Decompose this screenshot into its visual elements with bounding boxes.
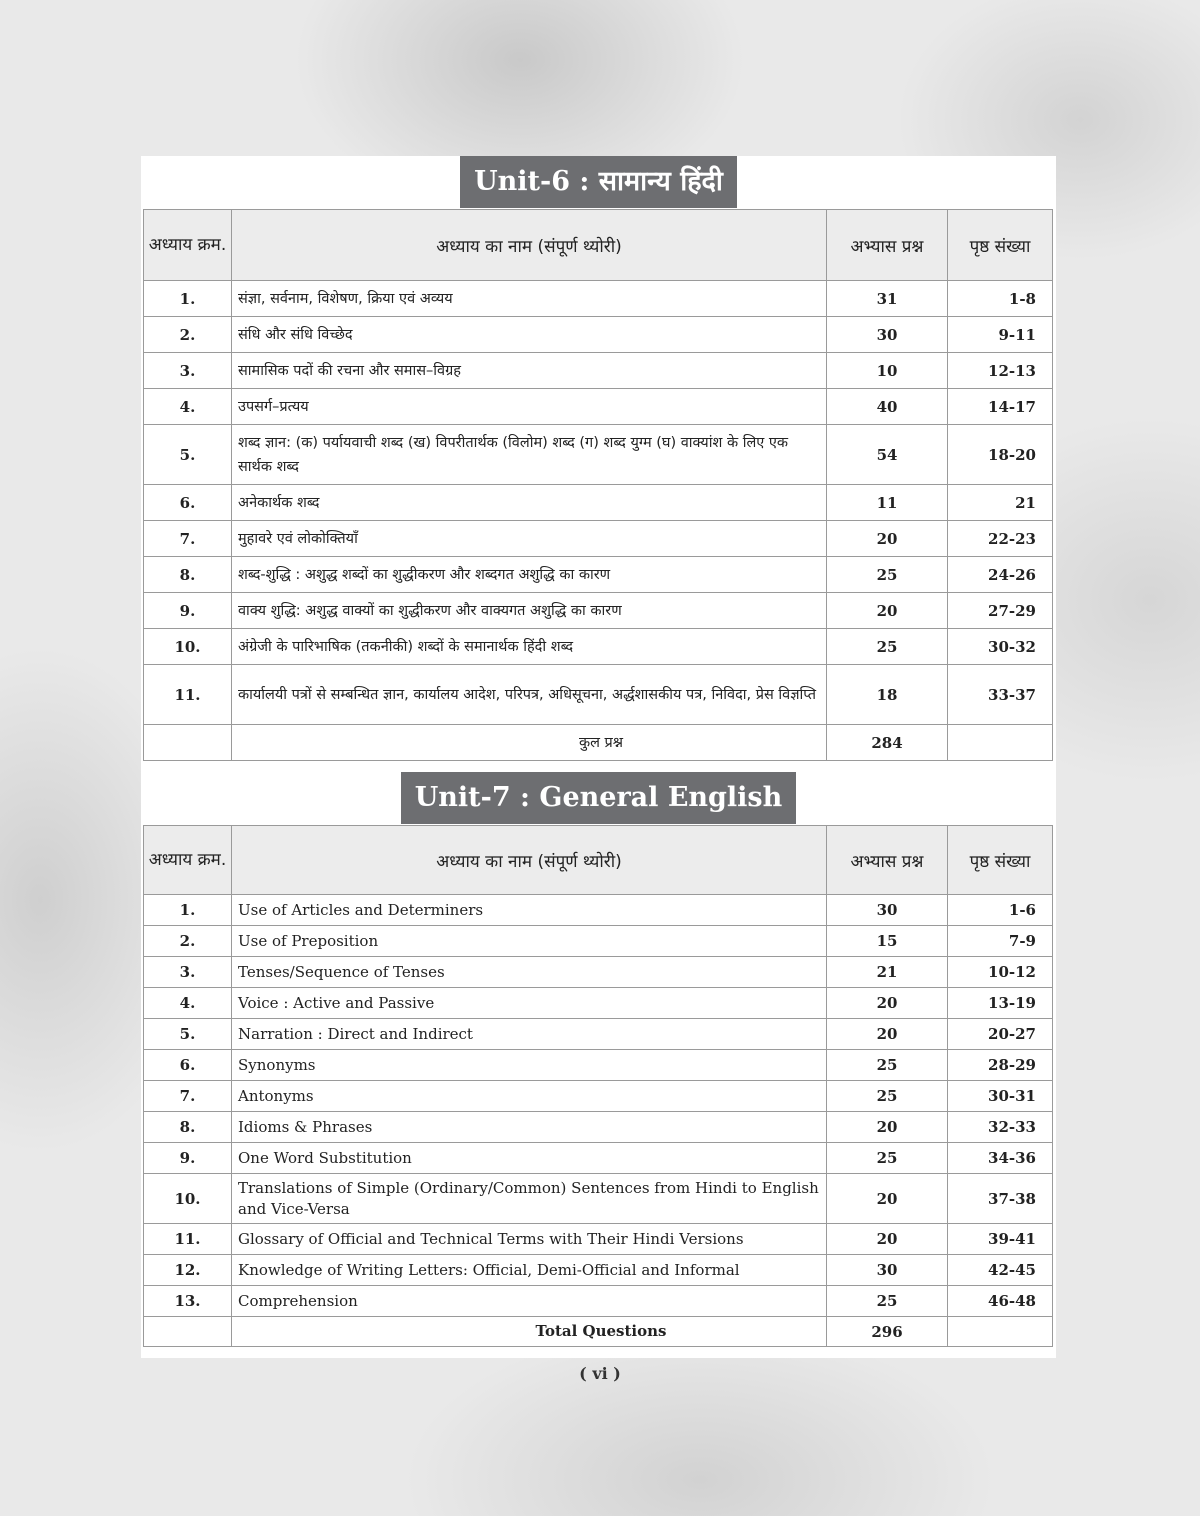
page-range: 9-11 <box>948 317 1053 353</box>
chapter-number: 5. <box>144 1019 232 1050</box>
question-count: 40 <box>827 389 948 425</box>
table-row <box>144 926 1053 957</box>
table-row <box>144 1255 1053 1286</box>
chapter-number: 10. <box>144 1174 232 1224</box>
table-row <box>144 1050 1053 1081</box>
chapter-number: 2. <box>144 317 232 353</box>
chapter-name: संज्ञा, सर्वनाम, विशेषण, क्रिया एवं अव्यय <box>232 281 827 317</box>
chapter-number: 8. <box>144 557 232 593</box>
page-range: 21 <box>948 485 1053 521</box>
question-count: 54 <box>827 425 948 485</box>
table-row <box>144 957 1053 988</box>
table-row <box>144 1019 1053 1050</box>
col-header-count: अभ्यास प्रश्न <box>827 210 948 281</box>
chapter-number: 11. <box>144 1224 232 1255</box>
page-range: 14-17 <box>948 389 1053 425</box>
table-row <box>144 895 1053 926</box>
table-row <box>144 281 1053 317</box>
chapter-name: मुहावरे एवं लोकोक्तियाँ <box>232 521 827 557</box>
chapter-number: 4. <box>144 988 232 1019</box>
unit7-header <box>141 772 1056 824</box>
chapter-number: 9. <box>144 593 232 629</box>
chapter-number: 11. <box>144 665 232 725</box>
page-sheet <box>141 156 1056 1358</box>
chapter-number: 7. <box>144 521 232 557</box>
unit7-header-row <box>144 826 1053 895</box>
chapter-name: Tenses/Sequence of Tenses <box>232 957 827 988</box>
table-row <box>144 353 1053 389</box>
unit6-table <box>143 209 1053 761</box>
table-row <box>144 425 1053 485</box>
chapter-number: 2. <box>144 926 232 957</box>
unit6-header <box>141 156 1056 208</box>
question-count: 25 <box>827 1143 948 1174</box>
total-label: Total Questions <box>232 1317 827 1347</box>
page-range: 22-23 <box>948 521 1053 557</box>
total-empty-cell <box>948 1317 1053 1347</box>
question-count: 31 <box>827 281 948 317</box>
chapter-number: 3. <box>144 957 232 988</box>
question-count: 20 <box>827 593 948 629</box>
question-count: 21 <box>827 957 948 988</box>
col-header-no: अध्याय क्रम. <box>144 210 232 281</box>
page-range: 28-29 <box>948 1050 1053 1081</box>
table-row <box>144 485 1053 521</box>
table-row <box>144 1081 1053 1112</box>
col-header-pages: पृष्ठ संख्या <box>948 210 1053 281</box>
chapter-number: 10. <box>144 629 232 665</box>
chapter-number: 12. <box>144 1255 232 1286</box>
unit6-header-row <box>144 210 1053 281</box>
col-header-no: अध्याय क्रम. <box>144 826 232 895</box>
chapter-name: Use of Preposition <box>232 926 827 957</box>
chapter-number: 8. <box>144 1112 232 1143</box>
total-empty-cell <box>144 1317 232 1347</box>
chapter-name: Antonyms <box>232 1081 827 1112</box>
page-range: 7-9 <box>948 926 1053 957</box>
table-row <box>144 521 1053 557</box>
chapter-number: 1. <box>144 895 232 926</box>
table-row <box>144 317 1053 353</box>
question-count: 25 <box>827 1081 948 1112</box>
chapter-number: 1. <box>144 281 232 317</box>
chapter-name: Glossary of Official and Technical Terms with Their Hindi Versions <box>232 1224 827 1255</box>
page-range: 34-36 <box>948 1143 1053 1174</box>
page-range: 30-32 <box>948 629 1053 665</box>
chapter-name: शब्द-शुद्धि : अशुद्ध शब्दों का शुद्धीकरण और शब्दगत अशुद्धि का कारण <box>232 557 827 593</box>
unit7-title: Unit-7 : General English <box>401 772 797 824</box>
chapter-number: 13. <box>144 1286 232 1317</box>
chapter-name: Synonyms <box>232 1050 827 1081</box>
chapter-name: Voice : Active and Passive <box>232 988 827 1019</box>
chapter-name: वाक्य शुद्धि: अशुद्ध वाक्यों का शुद्धीकरण और वाक्यगत अशुद्धि का कारण <box>232 593 827 629</box>
question-count: 18 <box>827 665 948 725</box>
page-range: 20-27 <box>948 1019 1053 1050</box>
chapter-number: 4. <box>144 389 232 425</box>
col-header-name: अध्याय का नाम (संपूर्ण थ्योरी) <box>232 210 827 281</box>
table-row <box>144 557 1053 593</box>
col-header-name: अध्याय का नाम (संपूर्ण थ्योरी) <box>232 826 827 895</box>
page-range: 37-38 <box>948 1174 1053 1224</box>
chapter-number: 5. <box>144 425 232 485</box>
page-range: 1-8 <box>948 281 1053 317</box>
unit6-total-row <box>144 725 1053 761</box>
page-range: 24-26 <box>948 557 1053 593</box>
table-row <box>144 1143 1053 1174</box>
total-count: 284 <box>827 725 948 761</box>
page-range: 32-33 <box>948 1112 1053 1143</box>
question-count: 20 <box>827 988 948 1019</box>
col-header-pages: पृष्ठ संख्या <box>948 826 1053 895</box>
page-range: 42-45 <box>948 1255 1053 1286</box>
chapter-number: 9. <box>144 1143 232 1174</box>
chapter-name: शब्द ज्ञान: (क) पर्यायवाची शब्द (ख) विपरीतार्थक (विलोम) शब्द (ग) शब्द युग्म (घ) वाक्यांश के लिए एक सार्थक शब्द <box>232 425 827 485</box>
page-range: 27-29 <box>948 593 1053 629</box>
chapter-name: संधि और संधि विच्छेद <box>232 317 827 353</box>
table-row <box>144 593 1053 629</box>
question-count: 20 <box>827 521 948 557</box>
page-range: 13-19 <box>948 988 1053 1019</box>
page-range: 33-37 <box>948 665 1053 725</box>
page-range: 46-48 <box>948 1286 1053 1317</box>
table-row <box>144 1112 1053 1143</box>
question-count: 20 <box>827 1174 948 1224</box>
question-count: 25 <box>827 1286 948 1317</box>
question-count: 30 <box>827 317 948 353</box>
table-row <box>144 988 1053 1019</box>
page-range: 10-12 <box>948 957 1053 988</box>
total-label: कुल प्रश्न <box>232 725 827 761</box>
page-number: ( vi ) <box>579 1364 621 1383</box>
chapter-name: Use of Articles and Determiners <box>232 895 827 926</box>
unit7-table <box>143 825 1053 1347</box>
chapter-name: Translations of Simple (Ordinary/Common) Sentences from Hindi to English and Vice-Versa <box>232 1174 827 1224</box>
page-range: 12-13 <box>948 353 1053 389</box>
table-row <box>144 389 1053 425</box>
chapter-number: 3. <box>144 353 232 389</box>
chapter-number: 6. <box>144 1050 232 1081</box>
chapter-name: Narration : Direct and Indirect <box>232 1019 827 1050</box>
total-count: 296 <box>827 1317 948 1347</box>
question-count: 15 <box>827 926 948 957</box>
question-count: 25 <box>827 557 948 593</box>
chapter-name: कार्यालयी पत्रों से सम्बन्धित ज्ञान, कार्यालय आदेश, परिपत्र, अधिसूचना, अर्द्धशासकीय पत्र, निविदा, प्रेस विज्ञप्ति <box>232 665 827 725</box>
table-row <box>144 665 1053 725</box>
col-header-count: अभ्यास प्रश्न <box>827 826 948 895</box>
chapter-number: 6. <box>144 485 232 521</box>
chapter-name: अंग्रेजी के पारिभाषिक (तकनीकी) शब्दों के समानार्थक हिंदी शब्द <box>232 629 827 665</box>
chapter-name: Idioms & Phrases <box>232 1112 827 1143</box>
chapter-name: उपसर्ग–प्रत्यय <box>232 389 827 425</box>
chapter-name: One Word Substitution <box>232 1143 827 1174</box>
chapter-name: अनेकार्थक शब्द <box>232 485 827 521</box>
table-row <box>144 1286 1053 1317</box>
chapter-number: 7. <box>144 1081 232 1112</box>
question-count: 20 <box>827 1112 948 1143</box>
total-empty-cell <box>948 725 1053 761</box>
table-row <box>144 629 1053 665</box>
chapter-name: Comprehension <box>232 1286 827 1317</box>
question-count: 11 <box>827 485 948 521</box>
page-range: 30-31 <box>948 1081 1053 1112</box>
question-count: 20 <box>827 1224 948 1255</box>
question-count: 30 <box>827 895 948 926</box>
unit7-total-row <box>144 1317 1053 1347</box>
total-empty-cell <box>144 725 232 761</box>
page-range: 39-41 <box>948 1224 1053 1255</box>
table-row <box>144 1174 1053 1224</box>
chapter-name: Knowledge of Writing Letters: Official, Demi-Official and Informal <box>232 1255 827 1286</box>
question-count: 20 <box>827 1019 948 1050</box>
table-row <box>144 1224 1053 1255</box>
question-count: 25 <box>827 629 948 665</box>
question-count: 30 <box>827 1255 948 1286</box>
question-count: 10 <box>827 353 948 389</box>
chapter-name: सामासिक पदों की रचना और समास–विग्रह <box>232 353 827 389</box>
page-range: 18-20 <box>948 425 1053 485</box>
question-count: 25 <box>827 1050 948 1081</box>
unit6-title: Unit-6 : सामान्य हिंदी <box>460 156 737 208</box>
page-range: 1-6 <box>948 895 1053 926</box>
